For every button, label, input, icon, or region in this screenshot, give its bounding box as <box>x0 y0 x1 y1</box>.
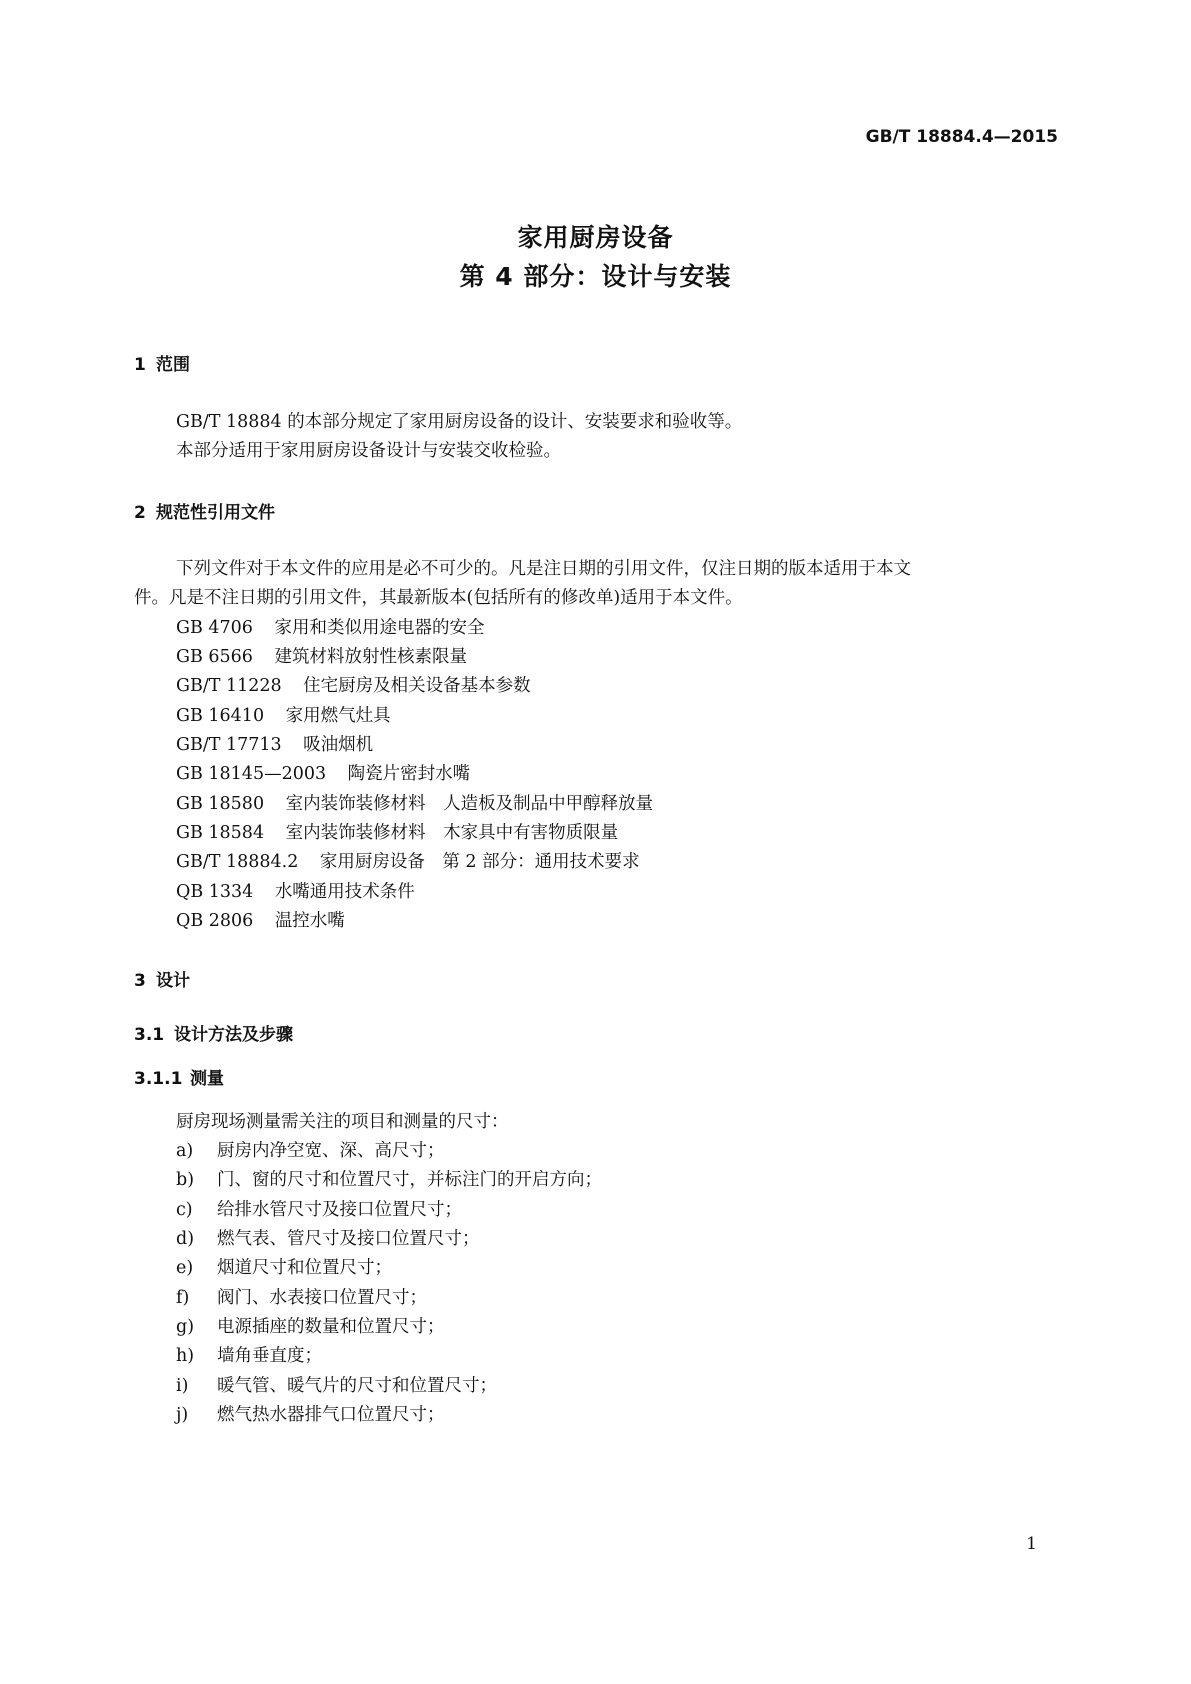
reference-item <box>176 848 640 873</box>
reference-code: GB 18145—2003 <box>176 764 327 784</box>
section-number: 2 <box>134 503 146 523</box>
reference-code: GB/T 11228 <box>176 676 282 696</box>
section-number: 3.1.1 <box>134 1069 183 1089</box>
list-item-text: 阀门、水表接口位置尺寸； <box>217 1288 427 1308</box>
reference-item <box>176 702 391 727</box>
reference-title: 家用燃气灶具 <box>285 706 391 726</box>
section-title: 测量 <box>190 1069 224 1089</box>
reference-item <box>176 907 345 932</box>
document-title-line2: 第 4 部分：设计与安装 <box>459 262 732 291</box>
list-item-text: 电源插座的数量和位置尺寸； <box>217 1317 445 1337</box>
reference-title: 吸油烟机 <box>303 735 374 755</box>
reference-title: 室内装饰装修材料 木家具中有害物质限量 <box>285 823 619 843</box>
reference-title: 住宅厨房及相关设备基本参数 <box>303 676 531 696</box>
list-item <box>176 1401 445 1426</box>
reference-item <box>176 643 467 668</box>
reference-title: 温控水嘴 <box>274 911 345 931</box>
reference-code: GB 6566 <box>176 647 253 667</box>
section-title: 范围 <box>156 355 190 375</box>
section-1-paragraph-2: 本部分适用于家用厨房设备设计与安装交收检验。 <box>176 441 561 461</box>
reference-item <box>176 790 653 815</box>
reference-code: QB 2806 <box>176 911 254 931</box>
page-number: 1 <box>1026 1534 1037 1554</box>
list-item <box>176 1196 462 1221</box>
reference-code: GB/T 18884.2 <box>176 852 299 872</box>
list-item-text: 燃气热水器排气口位置尺寸； <box>217 1405 445 1425</box>
reference-title: 陶瓷片密封水嘴 <box>347 764 471 784</box>
section-3-1-heading <box>134 1020 293 1045</box>
section-title: 设计 <box>156 971 190 991</box>
reference-code: GB 18584 <box>176 823 265 843</box>
reference-title: 室内装饰装修材料 人造板及制品中甲醇释放量 <box>285 794 654 814</box>
list-item <box>176 1284 427 1309</box>
list-item <box>176 1225 480 1250</box>
section-number: 3 <box>134 971 146 991</box>
list-item <box>176 1372 497 1397</box>
list-item-text: 厨房内净空宽、深、高尺寸； <box>217 1141 445 1161</box>
document-title-line1: 家用厨房设备 <box>517 223 674 252</box>
reference-code: QB 1334 <box>176 882 254 902</box>
list-item-label: f) <box>176 1288 190 1308</box>
section-3-1-1-heading <box>134 1064 224 1089</box>
reference-item <box>176 672 531 697</box>
section-number: 3.1 <box>134 1025 165 1045</box>
reference-code: GB 16410 <box>176 706 265 726</box>
section-1-paragraph-1: GB/T 18884 的本部分规定了家用厨房设备的设计、安装要求和验收等。 <box>176 412 743 432</box>
list-item-label: h) <box>176 1346 195 1366</box>
measurement-intro: 厨房现场测量需关注的项目和测量的尺寸： <box>176 1112 509 1132</box>
reference-item <box>176 614 484 639</box>
list-item-label: g) <box>176 1317 195 1337</box>
section-number: 1 <box>134 355 146 375</box>
list-item <box>176 1342 322 1367</box>
list-item-label: i) <box>176 1376 189 1396</box>
list-item-label: e) <box>176 1258 194 1278</box>
list-item-label: c) <box>176 1200 193 1220</box>
list-item <box>176 1254 392 1279</box>
list-item <box>176 1313 445 1338</box>
list-item <box>176 1137 445 1162</box>
reference-title: 家用厨房设备 第 2 部分：通用技术要求 <box>319 852 640 872</box>
section-3-heading <box>134 966 190 991</box>
list-item-text: 墙角垂直度； <box>217 1346 322 1366</box>
reference-item <box>176 819 618 844</box>
list-item-label: b) <box>176 1170 195 1190</box>
section-2-intro-line-2: 件。凡是不注日期的引用文件，其最新版本(包括所有的修改单)适用于本文件。 <box>134 588 743 608</box>
list-item-label: a) <box>176 1141 194 1161</box>
reference-item <box>176 731 373 756</box>
list-item-label: j) <box>176 1405 189 1425</box>
reference-item <box>176 760 470 785</box>
list-item <box>176 1166 602 1191</box>
section-2-heading <box>134 498 275 523</box>
reference-item <box>176 878 415 903</box>
list-item-text: 给排水管尺寸及接口位置尺寸； <box>217 1200 462 1220</box>
reference-code: GB/T 17713 <box>176 735 282 755</box>
list-item-label: d) <box>176 1229 195 1249</box>
reference-title: 水嘴通用技术条件 <box>274 882 415 902</box>
section-1-heading <box>134 350 190 375</box>
reference-code: GB 18580 <box>176 794 265 814</box>
list-item-text: 烟道尺寸和位置尺寸； <box>217 1258 392 1278</box>
section-title: 规范性引用文件 <box>156 503 275 523</box>
list-item-text: 燃气表、管尺寸及接口位置尺寸； <box>217 1229 480 1249</box>
reference-title: 家用和类似用途电器的安全 <box>274 618 485 638</box>
standard-number: GB/T 18884.4—2015 <box>865 127 1058 147</box>
list-item-text: 暖气管、暖气片的尺寸和位置尺寸； <box>217 1376 497 1396</box>
reference-title: 建筑材料放射性核素限量 <box>274 647 467 667</box>
reference-code: GB 4706 <box>176 618 253 638</box>
section-title: 设计方法及步骤 <box>174 1025 293 1045</box>
section-2-intro-line-1: 下列文件对于本文件的应用是必不可少的。凡是注日期的引用文件，仅注日期的版本适用于本文 <box>176 559 911 579</box>
list-item-text: 门、窗的尺寸和位置尺寸，并标注门的开启方向； <box>217 1170 602 1190</box>
